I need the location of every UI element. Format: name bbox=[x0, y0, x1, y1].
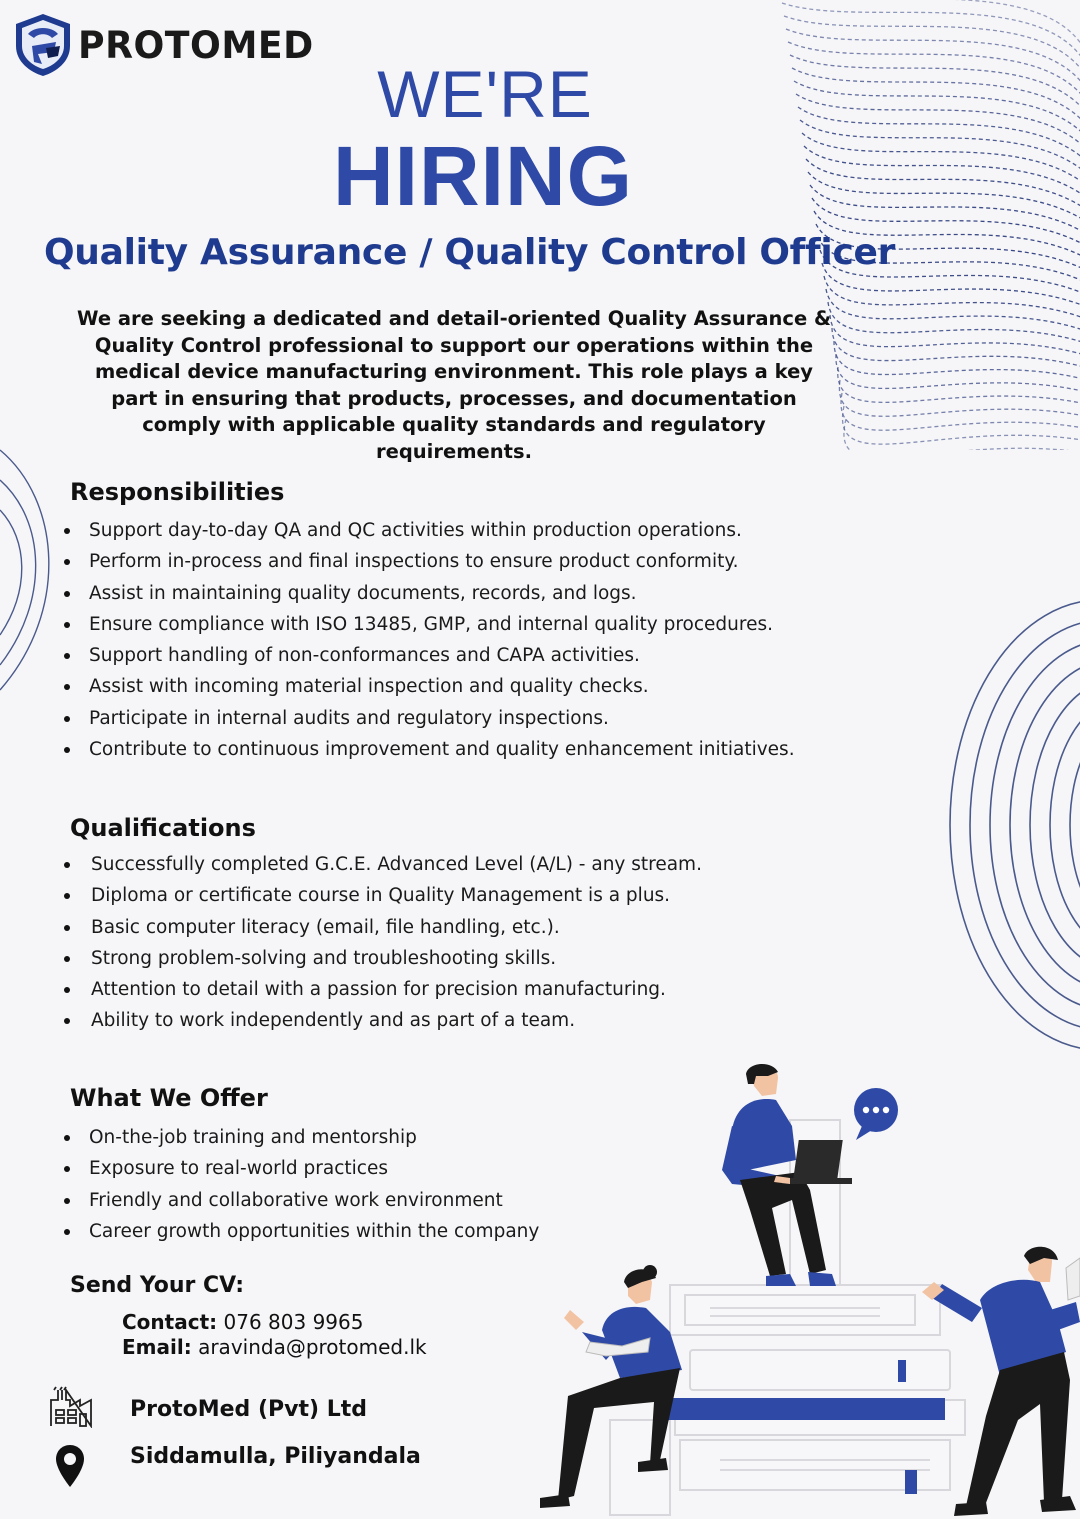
ripple-ring bbox=[1070, 720, 1080, 930]
list-item: Assist in maintaining quality documents, records, and logs. bbox=[64, 578, 795, 609]
wave-line bbox=[780, 0, 1080, 50]
ripple-ring bbox=[1050, 700, 1080, 950]
list-item: Participate in internal audits and regulatory inspections. bbox=[64, 703, 795, 734]
list-item: Career growth opportunities within the company bbox=[64, 1216, 539, 1247]
list-item: Ability to work independently and as part of a team. bbox=[64, 1005, 702, 1036]
contact-phone[interactable]: 076 803 9965 bbox=[223, 1310, 364, 1334]
list-item: Contribute to continuous improvement and quality enhancement initiatives. bbox=[64, 734, 795, 765]
location-pin-icon bbox=[55, 1444, 85, 1488]
ripple-ring bbox=[1030, 680, 1080, 970]
intro-paragraph: We are seeking a dedicated and detail-oriented Quality Assurance & Quality Control professional to support our operations within the medical device manufacturing environment. This role plays a key part in ensuring that products, processes, and documentation comply with applicable quality standards and regulatory requirements. bbox=[77, 307, 831, 463]
list-item: On-the-job training and mentorship bbox=[64, 1122, 539, 1153]
list-item: Assist with incoming material inspection and quality checks. bbox=[64, 671, 795, 702]
left-arcs-decoration bbox=[0, 440, 70, 700]
send-cv-heading: Send Your CV: bbox=[70, 1273, 245, 1298]
list-item: Strong problem-solving and troubleshooting skills. bbox=[64, 943, 702, 974]
offer-heading: What We Offer bbox=[70, 1084, 268, 1112]
wave-line bbox=[839, 380, 1080, 416]
email-label: Email: bbox=[122, 1335, 192, 1359]
factory-icon bbox=[48, 1386, 94, 1428]
list-item: Support handling of non-conformances and CAPA activities. bbox=[64, 640, 795, 671]
wave-line bbox=[843, 406, 1080, 444]
list-item: Ensure compliance with ISO 13485, GMP, and internal quality procedures. bbox=[64, 609, 795, 640]
job-title: Quality Assurance / Quality Control Officer bbox=[44, 232, 896, 273]
list-item: Friendly and collaborative work environment bbox=[64, 1185, 539, 1216]
wave-line bbox=[824, 276, 1080, 318]
brand-name: PROTOMED bbox=[78, 23, 314, 67]
contact-line bbox=[122, 1310, 363, 1334]
list-item: Support day-to-day QA and QC activities within production operations. bbox=[64, 515, 795, 546]
team-illustration bbox=[510, 1060, 1080, 1519]
company-location: Siddamulla, Piliyandala bbox=[130, 1444, 421, 1469]
wave-line bbox=[830, 315, 1080, 355]
headline-hiring: HIRING bbox=[333, 129, 633, 223]
responsibilities-heading: Responsibilities bbox=[70, 478, 285, 506]
qualifications-list bbox=[64, 849, 702, 1037]
contact-email[interactable]: aravinda@protomed.lk bbox=[198, 1335, 427, 1359]
right-ripples-decoration bbox=[930, 590, 1080, 1060]
wave-line bbox=[844, 419, 1080, 450]
list-item: Basic computer literacy (email, file handling, etc.). bbox=[64, 912, 702, 943]
list-item: Perform in-process and final inspections to ensure product conformity. bbox=[64, 546, 795, 577]
wave-line bbox=[828, 302, 1080, 343]
contact-label: Contact: bbox=[122, 1310, 218, 1334]
wave-line bbox=[832, 328, 1080, 367]
wave-line bbox=[826, 289, 1080, 331]
offer-list bbox=[64, 1122, 539, 1247]
ripple-ring bbox=[990, 640, 1080, 1010]
wave-line bbox=[782, 3, 1080, 62]
headline-were: WE'RE bbox=[377, 57, 593, 131]
chat-bubble-icon bbox=[854, 1088, 898, 1140]
wave-line bbox=[838, 367, 1080, 404]
qualifications-heading: Qualifications bbox=[70, 814, 256, 842]
list-item: Attention to detail with a passion for precision manufacturing. bbox=[64, 974, 702, 1005]
email-line bbox=[122, 1335, 427, 1359]
list-item: Successfully completed G.C.E. Advanced Level (A/L) - any stream. bbox=[64, 849, 702, 880]
responsibilities-list bbox=[64, 515, 795, 765]
list-item: Diploma or certificate course in Quality Management is a plus. bbox=[64, 880, 702, 911]
wave-line bbox=[841, 393, 1080, 430]
ripple-ring bbox=[970, 620, 1080, 1030]
list-item: Exposure to real-world practices bbox=[64, 1153, 539, 1184]
company-name: ProtoMed (Pvt) Ltd bbox=[130, 1397, 367, 1422]
